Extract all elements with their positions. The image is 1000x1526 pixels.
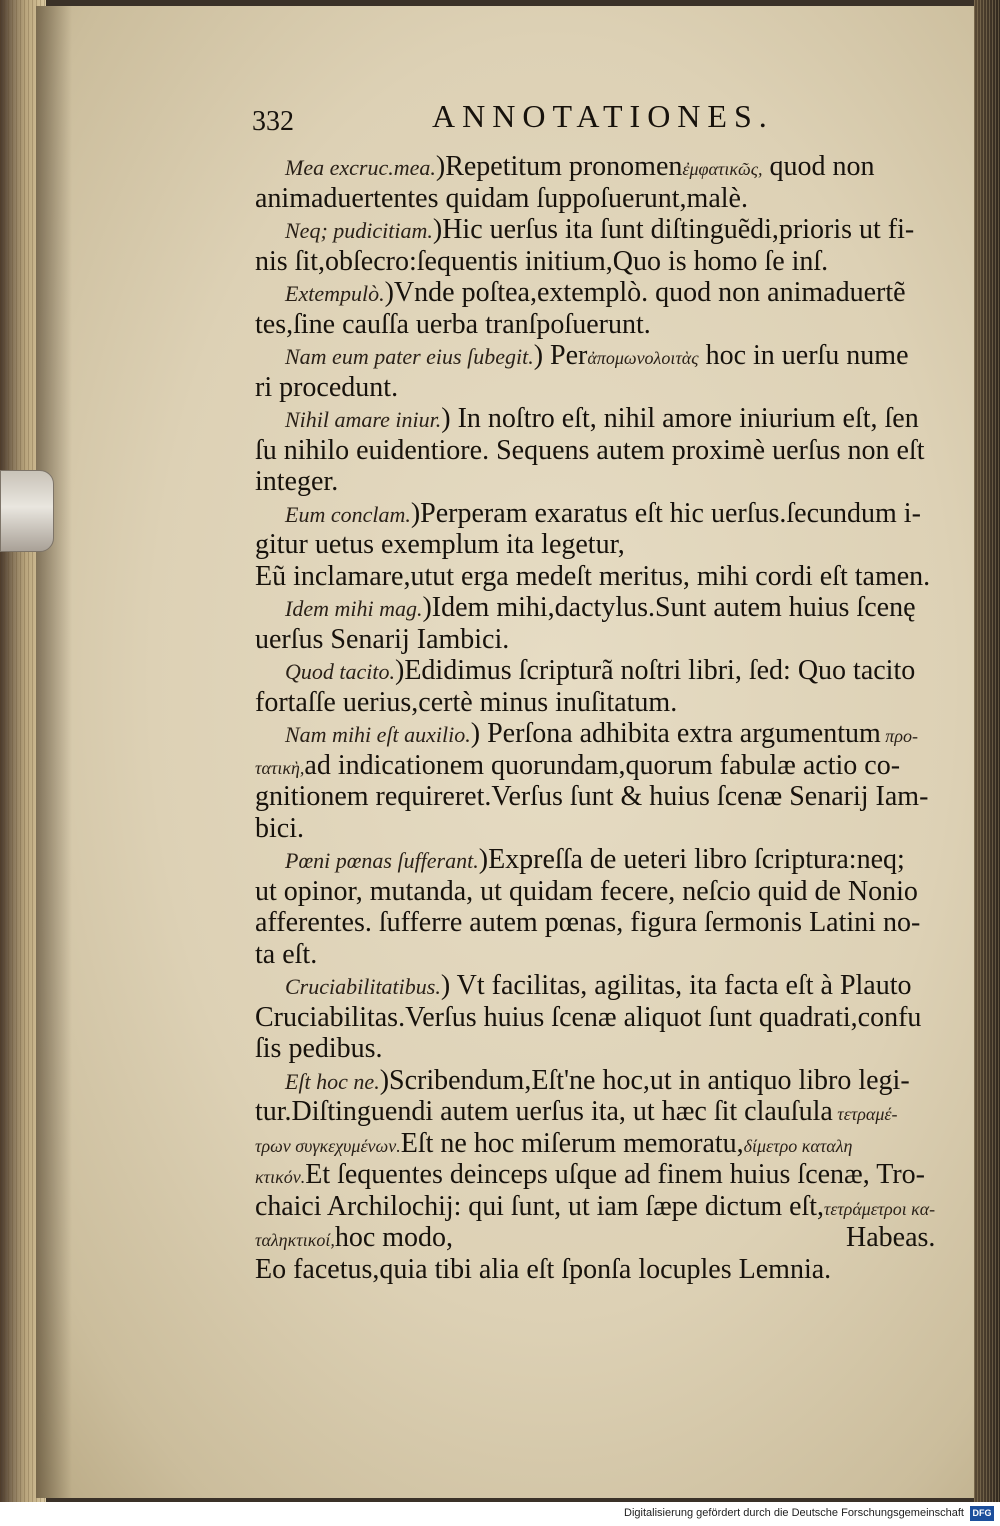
text-line: [255, 308, 651, 342]
lemma: Eum conclam.: [285, 501, 411, 527]
greek-word: δίμετρο καταλη: [743, 1135, 853, 1156]
lemma: Extempulò.: [285, 281, 385, 306]
line-text: )Hic uerſus ita ſunt diſtinguẽdi,prioris ut fi-: [432, 214, 915, 245]
line-text: )Idem mihi,dactylus.Sunt autem huius ſcenę: [422, 592, 916, 623]
book-clip: [0, 470, 54, 552]
line-text: integer.: [255, 466, 339, 497]
line-text: ) Vt facilitas, agilitas, ita facta eſt à Plauto: [440, 970, 912, 1001]
line-text: Eſt ne hoc miſerum memoratu,: [400, 1127, 744, 1159]
text-line: [285, 402, 919, 437]
line-text: tur.Diſtinguendi autem uerſus ita, ut hæc ſit clauſula: [255, 1096, 833, 1127]
text-line: [255, 371, 398, 405]
lemma: Cruciabilitatibus.: [285, 974, 441, 999]
line-text: ) In noſtro eſt, nihil amore iniurium eſt, ſen: [441, 403, 919, 434]
lemma: Nam mihi eſt auxilio.: [285, 722, 471, 747]
line-text: )Vnde poſtea,extemplò. quod non animaduertẽ: [384, 277, 906, 308]
lemma: Eſt hoc ne.: [285, 1068, 380, 1094]
lemma: Mea excruc.mea.: [285, 155, 436, 180]
text-line: [255, 465, 338, 499]
text-line: [255, 623, 509, 657]
text-line: [255, 812, 304, 846]
text-line: [255, 906, 920, 940]
line-text: )Expreſſa de ueteri libro ſcriptura:neq;: [478, 844, 905, 875]
text-line: [255, 780, 928, 814]
greek-word: ταληκτικοί,: [255, 1230, 335, 1250]
digitization-credit: Digitalisierung gefördert durch die Deutsche Forschungsgemeinschaft: [624, 1507, 964, 1519]
text-line: [285, 213, 914, 248]
line-text: ) Perſona adhibita extra argumentum: [470, 718, 881, 749]
lemma: Nam eum pater eius ſubegit.: [285, 344, 534, 369]
greek-word: ἐμφατικῶς,: [682, 159, 763, 179]
text-line: [255, 1001, 921, 1035]
lemma: Pœni pœnas ſufferant.: [285, 848, 479, 873]
line-text: ſis pedibus.: [255, 1033, 383, 1064]
text-line: [255, 560, 930, 594]
text-line: [255, 686, 677, 720]
running-head: ANNOTATIONES.: [432, 98, 774, 134]
text-line: [255, 245, 828, 279]
text-line: [285, 497, 921, 532]
text-line: [285, 1064, 910, 1099]
text-line: [285, 969, 912, 1004]
page-number: 332: [252, 106, 294, 137]
line-text: )Scribendum,Eſt'ne hoc,ut in antiquo libro legi-: [379, 1064, 910, 1096]
greek-word: κτικόν.: [255, 1167, 306, 1187]
line-text: fortaſſe uerius,certè minus inuſitatum.: [255, 686, 678, 718]
text-line: [285, 276, 906, 311]
line-text: ri procedunt.: [255, 371, 399, 403]
line-text: quod non: [762, 151, 875, 182]
greek-word: τρων συγκεχυμένων.: [255, 1135, 401, 1156]
line-text: chaici Archilochij: qui ſunt, ut iam ſæpe dictum eſt,: [255, 1190, 824, 1222]
line-text: )Edidimus ſcripturã noſtri libri, ſed: Quo tacito: [395, 655, 916, 686]
line-text: Eũ inclamare,utut erga medeſt meritus, mihi cordi eſt tamen.: [255, 560, 931, 592]
catchword: Habeas.: [846, 1222, 936, 1253]
line-text: )Perperam exaratus eſt hic uerſus.ſecundum i-: [410, 497, 921, 529]
text-line: [255, 1253, 831, 1287]
text-line: [255, 434, 925, 468]
line-text: animaduertentes quidam ſuppoſuerunt,malè.: [255, 182, 748, 214]
line-text: ) Per: [533, 340, 588, 371]
greek-word: πρo-: [880, 726, 918, 746]
line-text: bici.: [255, 812, 304, 844]
lemma: Neq; pudicitiam.: [285, 218, 433, 243]
text-line: [255, 1032, 383, 1066]
greek-word: τατικὴ,: [255, 757, 305, 778]
text-line: [285, 654, 915, 689]
greek-word: ἀπομωνολοιτὰς: [587, 348, 699, 368]
text-line: [255, 182, 748, 216]
line-text: )Repetitum pronomen: [435, 151, 683, 182]
greek-word: τετραμέ-: [832, 1104, 898, 1124]
line-text: Eo facetus,quia tibi alia eſt ſponſa locuples Lemnia.: [255, 1253, 832, 1285]
text-line: [285, 591, 916, 626]
line-text: hoc modo,: [334, 1222, 454, 1253]
text-line: [255, 938, 317, 972]
line-text: Et ſequentes deinceps uſque ad finem huius ſcenæ, Tro-: [305, 1159, 925, 1190]
text-line: [255, 875, 918, 909]
line-text: ſu nihilo euidentiore. Sequens autem proximè uerſus non eſt: [255, 434, 925, 466]
line-text: ut opinor, mutanda, ut quidam fecere, neſcio quid de Nonio: [255, 875, 918, 907]
line-text: tes,ſine cauſſa uerba tranſpoſuerunt.: [255, 308, 651, 340]
line-text: gitur uetus exemplum ita legetur,: [255, 529, 625, 560]
lemma: Quod tacito.: [285, 659, 395, 684]
line-text: ad indicationem quorundam,quorum fabulæ actio co-: [304, 749, 901, 781]
lemma: Nihil amare iniur.: [285, 407, 442, 432]
line-text: afferentes. ſufferre autem pœnas, figura ſermonis Latini no-: [255, 907, 921, 938]
line-text: uerſus Senarij Iambici.: [255, 623, 510, 655]
line-text: Cruciabilitas.Verſus huius ſcenæ aliquot ſunt quadrati,confu: [255, 1001, 922, 1033]
right-page-edge: [974, 0, 1000, 1502]
line-text: gnitionem requireret.Verſus ſunt & huius ſcenæ Senarij Iam-: [255, 781, 929, 812]
line-text: hoc in uerſu nume: [698, 340, 909, 371]
text-line: [255, 528, 625, 562]
lemma: Idem mihi mag.: [285, 596, 423, 621]
line-text: ta eſt.: [255, 938, 318, 970]
footer-bar: [0, 1502, 1000, 1526]
dfg-logo-icon: DFG: [970, 1506, 994, 1521]
line-text: nis ſit,obſecro:ſequentis initium,Quo is homo ſe inſ.: [255, 245, 829, 277]
greek-word: τετράμετροι κα-: [823, 1198, 936, 1219]
gutter-shadow: [36, 6, 72, 1498]
text-line: [285, 843, 905, 878]
